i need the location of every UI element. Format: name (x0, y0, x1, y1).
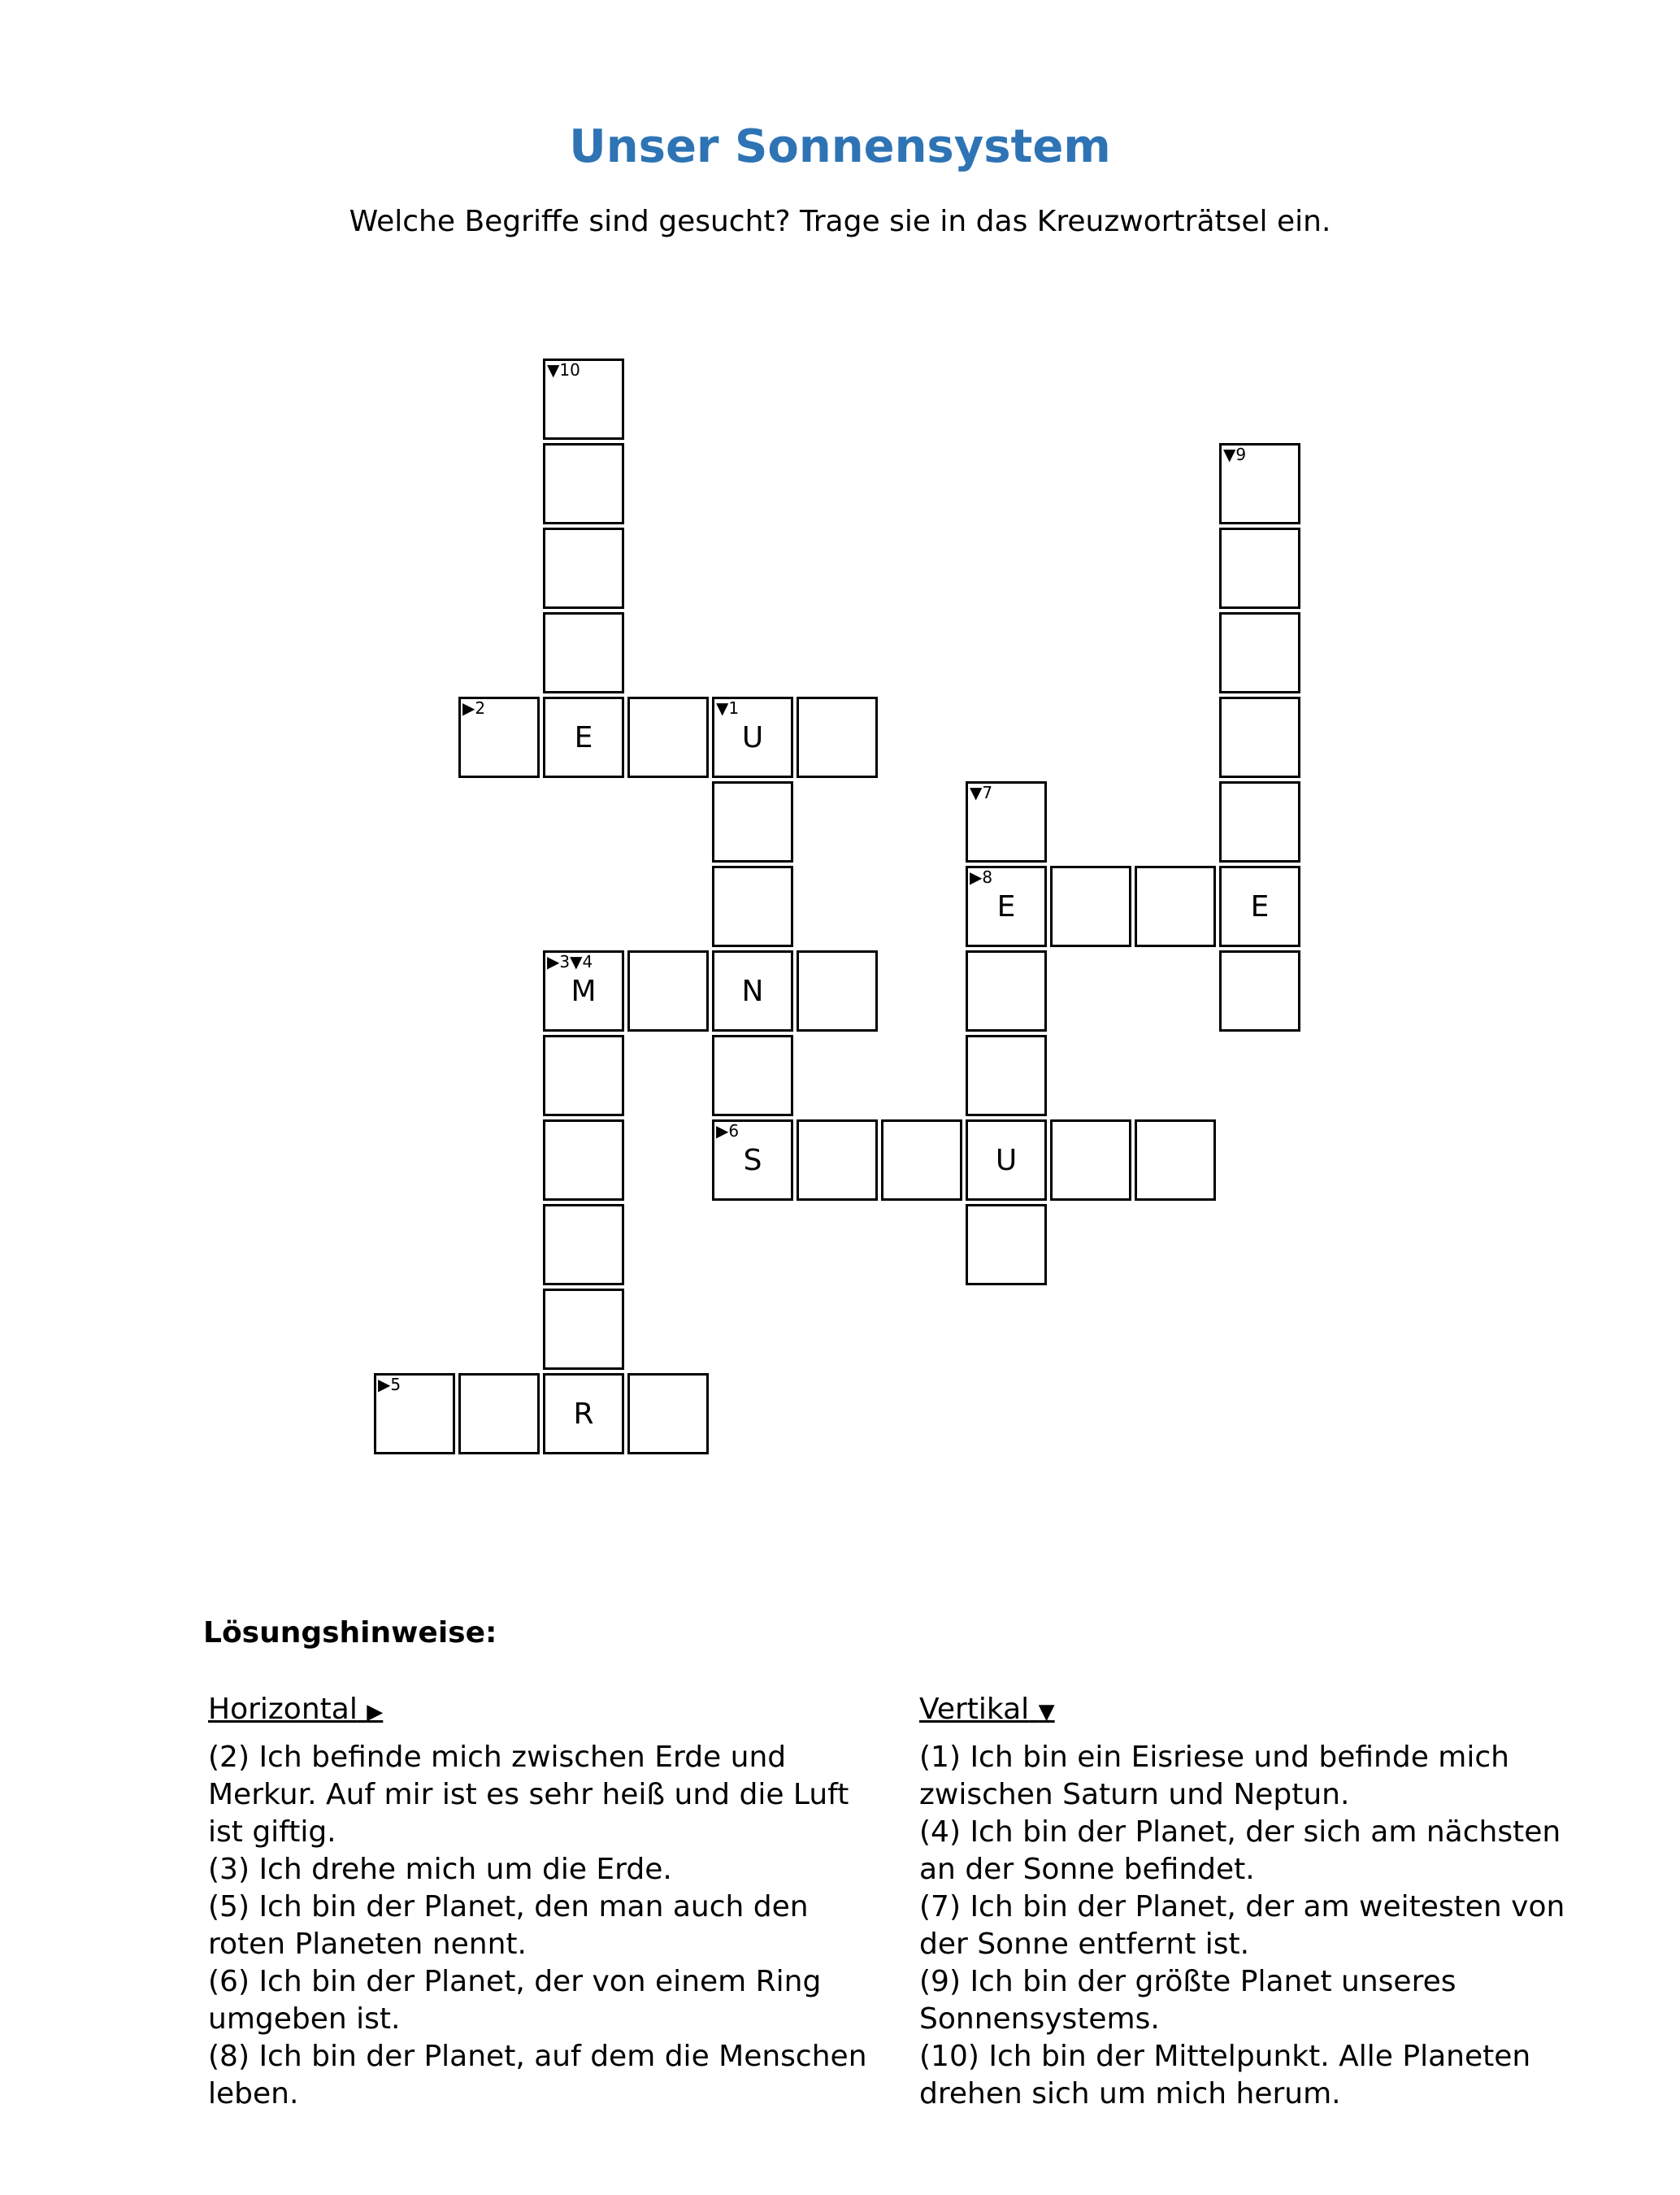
page-title: Unser Sonnensystem (569, 120, 1111, 173)
clue-number: ▶3▼4 (547, 952, 593, 971)
crossword-cell[interactable] (374, 1373, 455, 1454)
crossword-cell[interactable] (1050, 1119, 1131, 1201)
crossword-cell[interactable] (627, 697, 709, 778)
clue-vertical-1: (1) Ich bin ein Eisriese und befinde mich zwischen Saturn und Neptun. (919, 1741, 1509, 1811)
clue-vertical-10: (10) Ich bin der Mittelpunkt. Alle Planeten drehen sich um mich herum. (919, 2040, 1531, 2110)
crossword-cell[interactable] (881, 1119, 962, 1201)
crossword-cell[interactable] (543, 443, 624, 524)
cell-letter: U (995, 1144, 1018, 1177)
crossword-cell[interactable] (797, 1119, 878, 1201)
cell-letter: S (743, 1144, 762, 1177)
clue-horizontal-3: (3) Ich drehe mich um die Erde. (208, 1853, 672, 1886)
cell-letter: M (571, 975, 597, 1008)
crossword-cell[interactable] (797, 950, 878, 1032)
vertical-clues (919, 1691, 1602, 2113)
clue-number: ▼10 (547, 360, 580, 380)
horizontal-clues (208, 1691, 891, 2113)
clue-number: ▶6 (716, 1121, 740, 1141)
crossword-cell[interactable] (1219, 528, 1300, 609)
crossword-cell[interactable] (1219, 612, 1300, 693)
clue-horizontal-2: (2) Ich befinde mich zwischen Erde und Merkur. Auf mir ist es sehr heiß und die Luft ist giftig. (208, 1741, 849, 1849)
crossword-cell[interactable] (543, 359, 624, 440)
crossword-cell[interactable] (966, 1035, 1047, 1116)
vertical-heading: Vertikal ▼ (919, 1693, 1055, 1726)
cell-letter: U (741, 721, 764, 754)
crossword-cell[interactable] (966, 950, 1047, 1032)
crossword-cell[interactable] (1135, 866, 1216, 947)
crossword-cell[interactable] (458, 1373, 540, 1454)
crossword-cell[interactable] (966, 866, 1047, 947)
crossword-cell[interactable] (543, 528, 624, 609)
crossword-cell[interactable] (1050, 866, 1131, 947)
cell-letter: N (741, 975, 764, 1008)
crossword-cell[interactable] (712, 1119, 793, 1201)
cell-letter: E (1250, 890, 1270, 924)
clue-number: ▼9 (1223, 445, 1247, 464)
clue-number: ▼7 (970, 783, 993, 802)
crossword-cell[interactable] (1219, 781, 1300, 863)
crossword-cell[interactable] (966, 1204, 1047, 1285)
horizontal-heading: Horizontal ▶ (208, 1693, 384, 1726)
clue-number: ▼1 (716, 698, 740, 718)
crossword-cell[interactable] (1219, 950, 1300, 1032)
clue-horizontal-5: (5) Ich bin der Planet, den man auch den roten Planeten nennt. (208, 1890, 809, 1961)
cell-letter: R (573, 1397, 594, 1431)
crossword-cell[interactable] (543, 1119, 624, 1201)
crossword-cell[interactable] (543, 1035, 624, 1116)
crossword-cell[interactable] (797, 697, 878, 778)
clue-horizontal-6: (6) Ich bin der Planet, der von einem Ring umgeben ist. (208, 1965, 822, 2036)
hints-title: Lösungshinweise: (203, 1616, 497, 1650)
crossword-cell[interactable] (712, 950, 793, 1032)
crossword-cell[interactable] (543, 950, 624, 1032)
clue-horizontal-8: (8) Ich bin der Planet, auf dem die Menschen leben. (208, 2040, 867, 2110)
crossword-cell[interactable] (712, 1035, 793, 1116)
clue-vertical-7: (7) Ich bin der Planet, der am weitesten von der Sonne entfernt ist. (919, 1890, 1565, 1961)
crossword-cell[interactable] (543, 1373, 624, 1454)
crossword-cell[interactable] (1219, 697, 1300, 778)
crossword-cell[interactable] (627, 1373, 709, 1454)
down-arrow-icon: ▼ (1038, 1700, 1055, 1724)
right-arrow-icon: ▶ (367, 1700, 384, 1724)
clue-vertical-4: (4) Ich bin der Planet, der sich am nächsten an der Sonne befindet. (919, 1815, 1561, 1886)
crossword-cell[interactable] (627, 950, 709, 1032)
crossword-cell[interactable] (1135, 1119, 1216, 1201)
crossword-cell[interactable] (712, 781, 793, 863)
clue-vertical-9: (9) Ich bin der größte Planet unseres Sonnensystems. (919, 1965, 1456, 2036)
crossword-cell[interactable] (458, 697, 540, 778)
instruction-text: Welche Begriffe sind gesucht? Trage sie in das Kreuzworträtsel ein. (349, 205, 1331, 238)
crossword-cell[interactable] (543, 612, 624, 693)
clue-number: ▶2 (462, 698, 486, 718)
crossword-cell[interactable] (1219, 443, 1300, 524)
crossword-cell[interactable] (712, 697, 793, 778)
crossword-cell[interactable] (966, 1119, 1047, 1201)
crossword-cell[interactable] (543, 697, 624, 778)
crossword-cell[interactable] (543, 1289, 624, 1370)
crossword-cell[interactable] (543, 1204, 624, 1285)
crossword-cell[interactable] (966, 781, 1047, 863)
cell-letter: E (574, 721, 593, 754)
clue-number: ▶5 (378, 1375, 402, 1394)
crossword-cell[interactable] (1219, 866, 1300, 947)
cell-letter: E (996, 890, 1016, 924)
clue-number: ▶8 (970, 867, 993, 887)
crossword-cell[interactable] (712, 866, 793, 947)
